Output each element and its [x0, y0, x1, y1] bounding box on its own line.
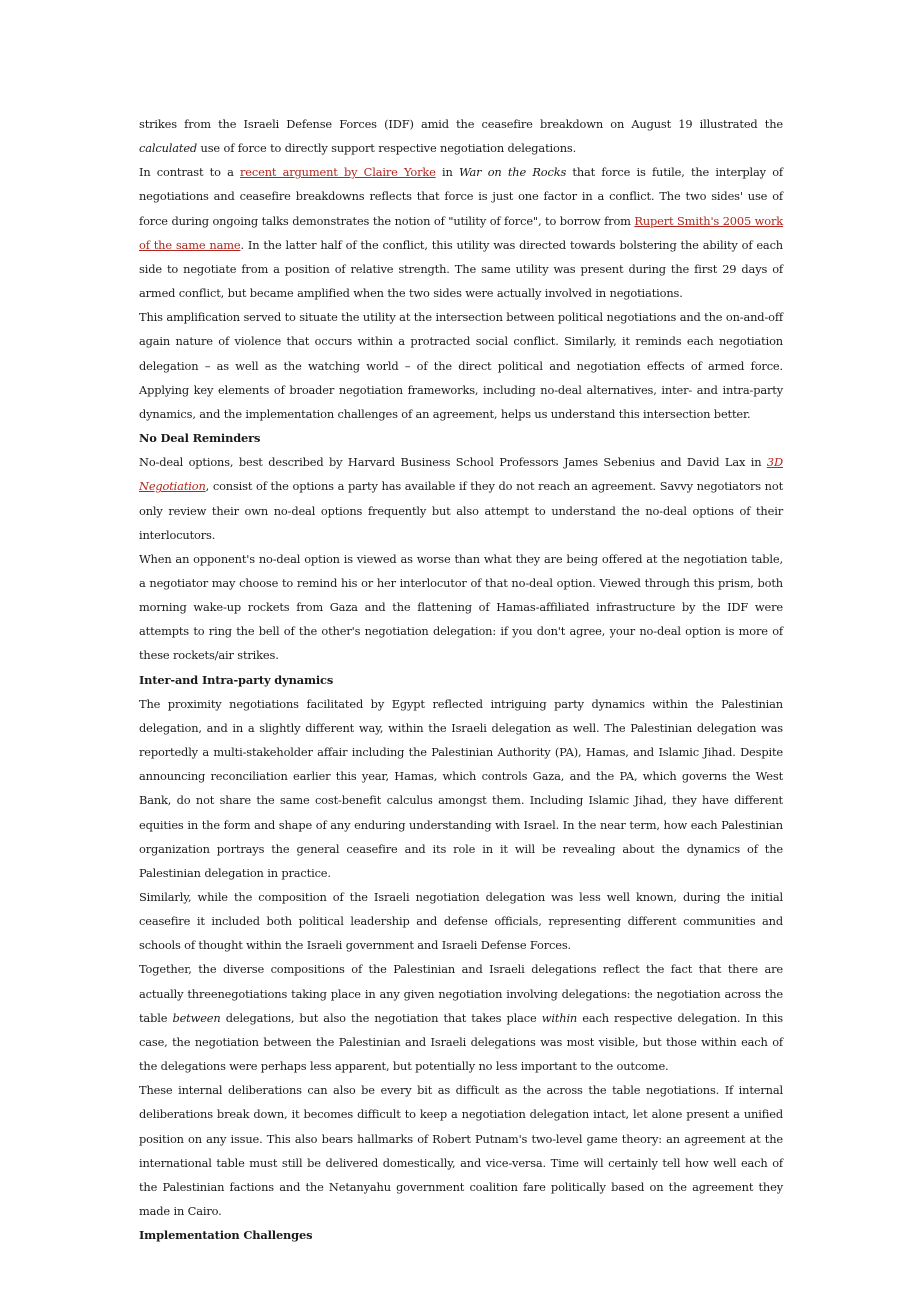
text-run: No-deal options, best described by Harvard Business School Professors James Sebenius and David Lax in — [139, 455, 767, 470]
text-run: strikes from the Israeli Defense Forces (IDF) amid the ceasefire breakdown on August 19 illustrated the — [139, 117, 783, 131]
text-run: Inter-and Intra-party dynamics — [139, 672, 334, 687]
text-run: that force is futile, the interplay of negotiations and ceasefire breakdowns reflects that force is just one factor in a conflict. The two sides' use of force during ongoing talks demonstrates the notion of "utility of force", to borrow from — [139, 165, 783, 228]
paragraph — [139, 305, 783, 426]
emphasis: War on the Rocks — [458, 165, 567, 180]
section-heading — [139, 426, 783, 450]
paragraph — [139, 885, 783, 957]
paragraph — [139, 1078, 783, 1223]
text-run: each respective delegation. In this case, the negotiation between the Palestinian and Israeli delegations was most visible, but those within each of the delegations were perhaps less apparent, but potentially no less important to the outcome. — [139, 1010, 783, 1074]
text-run: No Deal Reminders — [139, 431, 261, 446]
text-run: . In the latter half of the conflict, this utility was directed towards bolstering the ability of each side to negotiate from a position of relative strength. The same utility was present during the first 29 days of armed conflict, but became amplified when the two sides were actually involved in negotiations. — [139, 237, 783, 301]
article-body — [139, 112, 783, 1247]
text-run: Together, the diverse compositions of the Palestinian and Israeli delegations reflect the fact that there are actually threenegotiations taking place in any given negotiation involving delegations: the negotiation across the table — [139, 962, 783, 1025]
text-run: use of force to directly support respective negotiation delegations. — [197, 141, 577, 156]
text-run: in — [435, 165, 459, 180]
paragraph — [139, 547, 783, 668]
emphasis: calculated — [139, 141, 198, 156]
text-run: When an opponent's no-deal option is viewed as worse than what they are being offered at the negotiation table, a negotiator may choose to remind his or her interlocutor of that no-deal option. Viewed through this prism, both morning wake-up rockets from Gaza and the flattening of Hamas-affiliated infrastructure by the IDF were attempts to ring the bell of the other's negotiation delegation: if you don't agree, your no-deal option is more of these rockets/air strikes. — [139, 551, 783, 663]
emphasis: 3D Negotiation — [139, 455, 783, 494]
text-run: Similarly, while the composition of the Israeli negotiation delegation was less well known, during the initial ceasefire it included both political leadership and defense officials, representing different communities and schools of thought within the Israeli government and Israeli Defense Forces. — [139, 890, 783, 953]
section-heading — [139, 1223, 783, 1247]
text-run: delegations, but also the negotiation that takes place — [220, 1010, 542, 1025]
inline-link[interactable]: Rupert Smith's 2005 work of the same name — [139, 213, 784, 252]
paragraph — [139, 957, 783, 1078]
text-run: In contrast to a — [139, 165, 240, 180]
paragraph — [139, 692, 783, 885]
inline-link[interactable]: recent argument by Claire Yorke — [239, 165, 436, 180]
text-run: , consist of the options a party has available if they do not reach an agreement. Savvy negotiators not only review their own no-deal options frequently but also attempt to understand the no-deal options of their interlocutors. — [139, 479, 783, 542]
paragraph — [139, 450, 783, 547]
emphasis: between — [172, 1010, 221, 1025]
text-run: The proximity negotiations facilitated by Egypt reflected intriguing party dynamics within the Palestinian delegation, and in a slightly different way, within the Israeli delegation as well. The Palestinian delegation was reportedly a multi-stakeholder affair including the Palestinian Authority (PA), Hamas, and Islamic Jihad. Despite announcing reconciliation earlier this year, Hamas, which controls Gaza, and the PA, which governs the West Bank, do not share the same cost-benefit calculus amongst them. Including Islamic Jihad, they have different equities in the form and shape of any enduring understanding with Israel. In the near term, how each Palestinian organization portrays the general ceasefire and its role in it will be revealing about the dynamics of the Palestinian delegation in practice. — [139, 696, 783, 880]
emphasis: within — [541, 1010, 578, 1025]
paragraph — [139, 160, 783, 305]
text-run: These internal deliberations can also be every bit as difficult as the across the table negotiations. If internal deliberations break down, it becomes difficult to keep a negotiation delegation intact, let alone present a unified position on any issue. This also bears hallmarks of Robert Putnam's two-level game theory: an agreement at the international table must still be delivered domestically, and vice-versa. Time will certainly tell how well each of the Palestinian factions and the Netanyahu government coalition fare politically based on the agreement they made in Cairo. — [139, 1083, 783, 1219]
paragraph — [139, 112, 783, 160]
text-run: Implementation Challenges — [139, 1228, 313, 1243]
section-heading — [139, 668, 783, 692]
text-run: This amplification served to situate the utility at the intersection between political negotiations and the on-and-off again nature of violence that occurs within a protracted social conflict. Similarly, it reminds each negotiation delegation – as well as the watching world – of the direct political and negotiation effects of armed force. Applying key elements of broader negotiation frameworks, including no-deal alternatives, inter- and intra-party dynamics, and the implementation challenges of an agreement, helps us understand this intersection better. — [139, 310, 783, 421]
